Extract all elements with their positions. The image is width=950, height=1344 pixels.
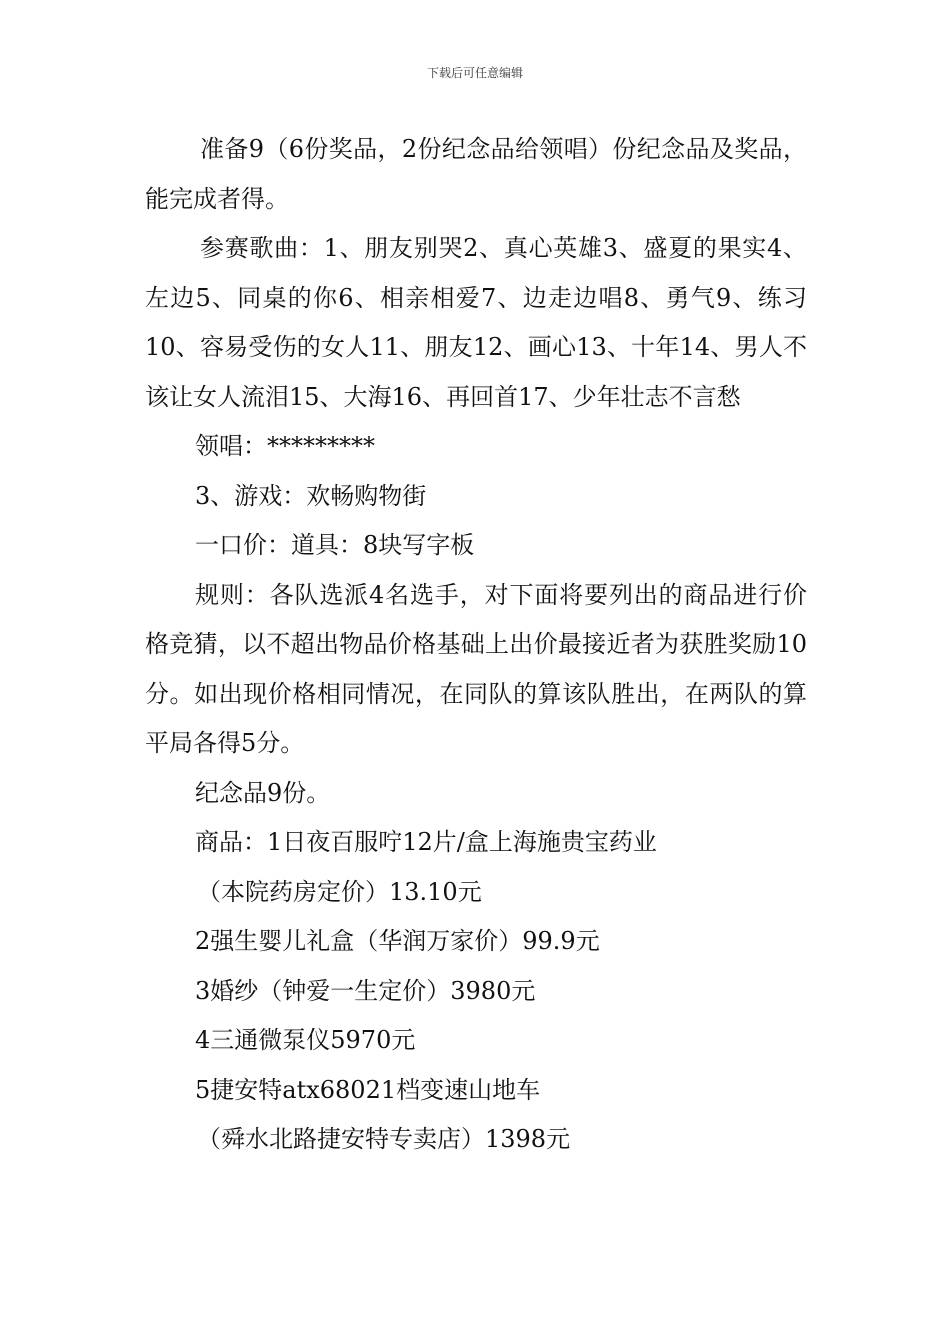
- paragraph-prize-prep: 准备9（6份奖品，2份纪念品给领唱）份纪念品及奖品，能完成者得。: [145, 135, 807, 213]
- paragraph-item-1: 商品：1日夜百服咛12片/盒上海施贵宝药业: [195, 828, 657, 856]
- paragraph-game-title: 3、游戏：欢畅购物街: [195, 481, 427, 510]
- paragraph-souvenirs: 纪念品9份。: [195, 778, 331, 807]
- paragraph-lead-singer: 领唱：*********: [195, 432, 375, 460]
- paragraph-item-2: 2强生婴儿礼盒（华润万家价）99.9元: [195, 927, 600, 955]
- paragraph-item-1-price: （本院药房定价）13.10元: [197, 877, 482, 906]
- page-header: 下载后可任意编辑: [426, 66, 523, 80]
- paragraph-item-4: 4三通微泵仪5970元: [195, 1026, 416, 1054]
- document-body: [145, 125, 807, 1165]
- paragraph-props: 一口价：道具：8块写字板: [195, 531, 475, 559]
- paragraph-song-list: 参赛歌曲：1、朋友别哭2、真心英雄3、盛夏的果实4、左边5、同桌的你6、相亲相爱7、边走边唱8、勇气9、练习10、容易受伤的女人11、朋友12、画心13、十年14、男人不该让女人流泪15、大海16、再回首17、少年壮志不言愁: [145, 234, 807, 411]
- paragraph-item-5-price: （舜水北路捷安特专卖店）1398元: [197, 1125, 571, 1153]
- paragraph-rules: 规则：各队选派4名选手，对下面将要列出的商品进行价格竞猜，以不超出物品价格基础上出价最接近者为获胜奖励10分。如出现价格相同情况，在同队的算该队胜出，在两队的算平局各得5分。: [145, 580, 807, 757]
- paragraph-item-3: 3婚纱（钟爱一生定价）3980元: [195, 976, 536, 1005]
- paragraph-item-5: 5捷安特atx68021档变速山地车: [195, 1075, 541, 1104]
